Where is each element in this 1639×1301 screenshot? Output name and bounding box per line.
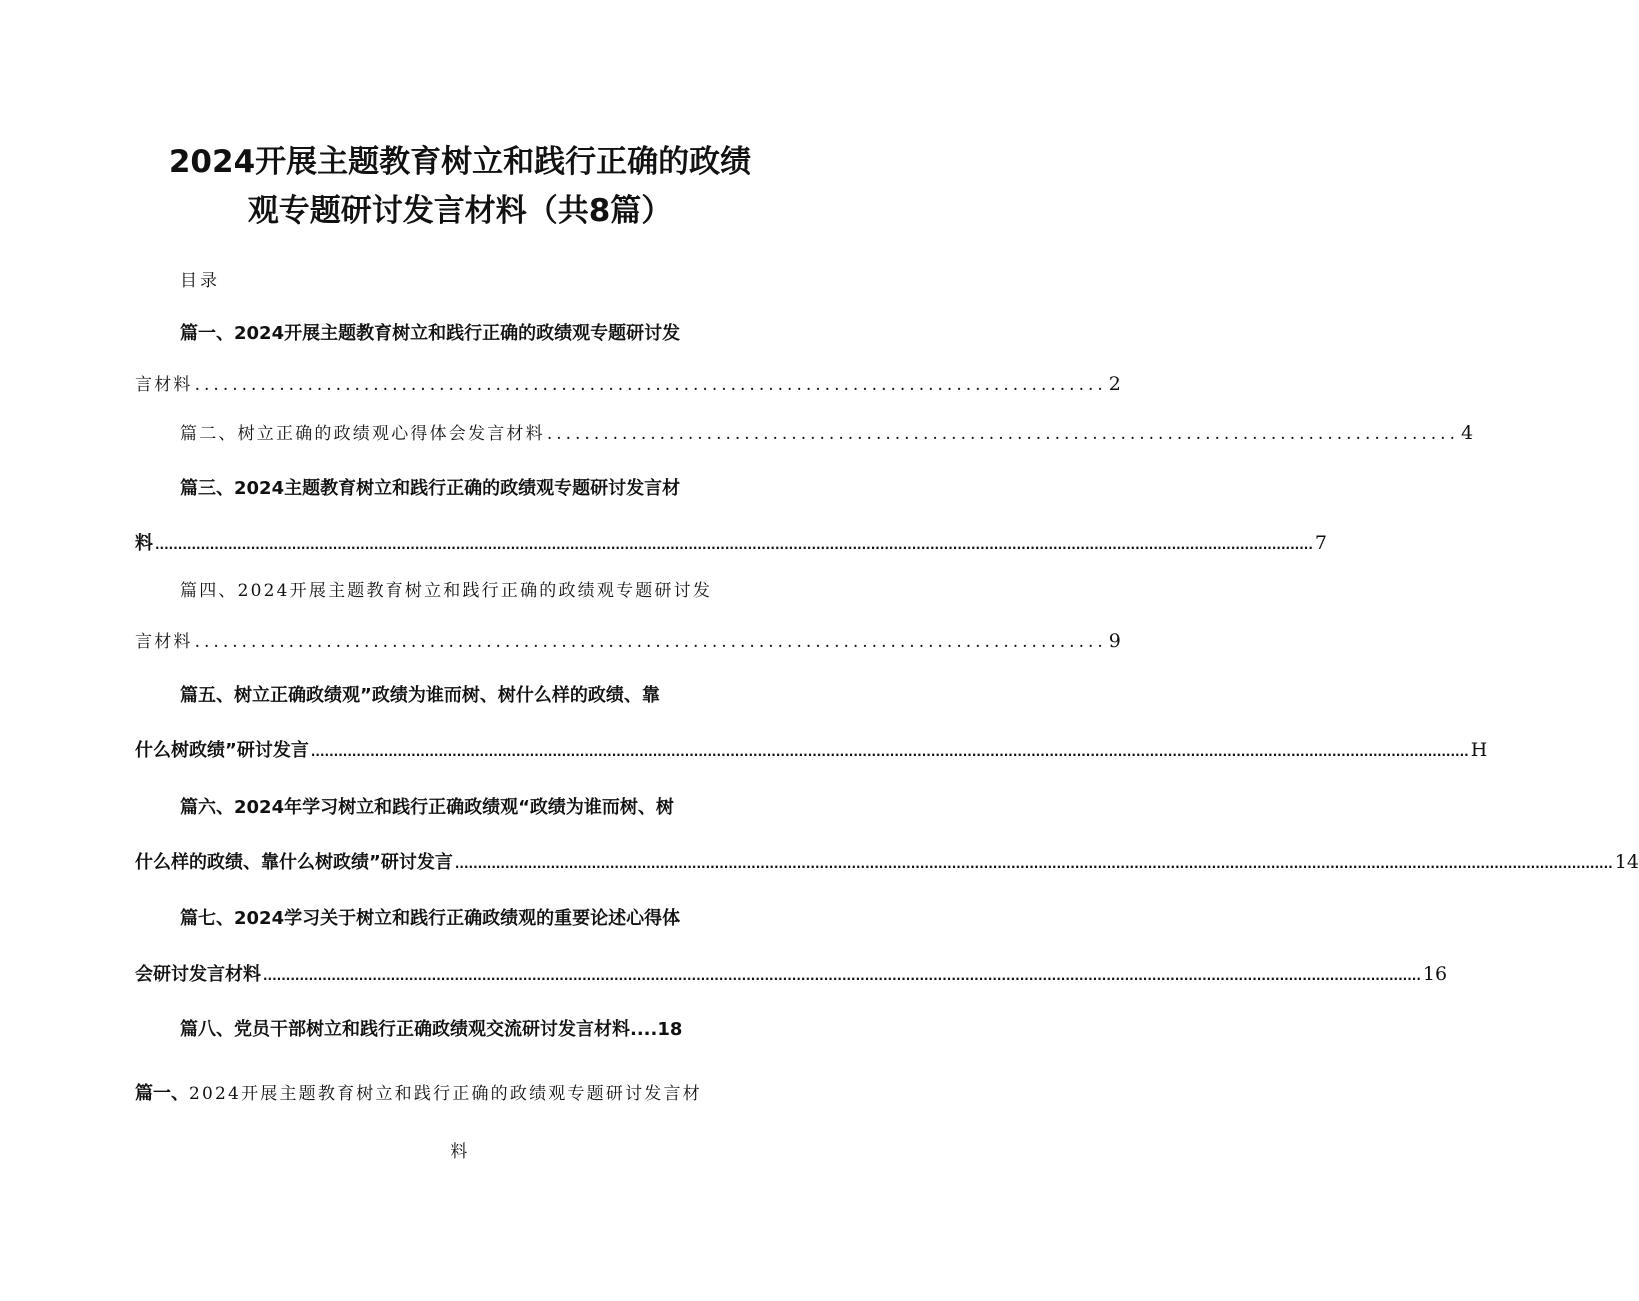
section-heading-text: 2024开展主题教育树立和践行正确的政绩观专题研讨发言材 xyxy=(189,1084,702,1104)
toc-entry-4-page: 9 xyxy=(1108,630,1124,652)
toc-entry-3-line-1[interactable] xyxy=(180,477,740,501)
toc-entry-3-page: 7 xyxy=(1314,532,1327,554)
toc-entry-4-text-cont: 言材料 xyxy=(135,632,193,652)
section-heading xyxy=(135,1082,775,1106)
toc-entry-3-line-2[interactable] xyxy=(135,531,1327,557)
toc-entry-2-text: 篇二、树立正确的政绩观心得体会发言材料 xyxy=(180,424,545,444)
toc-entry-2-page: 4 xyxy=(1460,422,1476,444)
toc-leader-dots: ................................................................................................. xyxy=(194,632,1107,652)
toc-entry-6-text: 篇六、2024年学习树立和践行正确政绩观“政绩为谁而树、树 xyxy=(180,797,674,818)
toc-leader-dots: ................................................................................................. xyxy=(194,375,1107,395)
toc-entry-7-text-cont: 会研讨发言材料 xyxy=(135,964,261,985)
toc-leader-dots: .............................................................................................................................................................................................................................................................. xyxy=(263,969,1421,983)
toc-entry-2[interactable] xyxy=(180,421,1476,446)
toc-entry-5-text: 篇五、树立正确政绩观”政绩为谁而树、树什么样的政绩、靠 xyxy=(180,685,660,706)
section-heading-prefix: 篇一、 xyxy=(135,1083,189,1104)
toc-entry-1-page: 2 xyxy=(1108,373,1124,395)
toc-entry-3-text-cont: 料 xyxy=(135,533,153,554)
toc-entry-4-line-1[interactable] xyxy=(180,579,740,603)
toc-leader-dots: .............................................................................................................................................................................................................................................................. xyxy=(310,745,1469,759)
toc-leader-dots: .............................................................................................................................................................................................................................................................. xyxy=(155,538,1313,552)
document-title-line-2: 观专题研讨发言材料（共8篇） xyxy=(247,193,673,229)
toc-entry-7-line-2[interactable] xyxy=(135,962,1448,988)
toc-entry-6-line-2[interactable] xyxy=(135,850,1639,876)
toc-entry-3-text: 篇三、2024主题教育树立和践行正确的政绩观专题研讨发言材 xyxy=(180,478,681,499)
section-heading-tail: 料 xyxy=(450,1142,470,1162)
toc-entry-7-page: 16 xyxy=(1422,963,1448,985)
toc-entry-6-page: 14 xyxy=(1614,851,1639,873)
toc-entry-6-text-cont: 什么样的政绩、靠什么树政绩”研讨发言 xyxy=(135,852,453,873)
toc-leader-dots: ................................................................................................. xyxy=(546,424,1459,444)
toc-leader-dots: .............................................................................................................................................................................................................................................................. xyxy=(454,857,1613,871)
toc-entry-5-line-2[interactable] xyxy=(135,738,1488,764)
toc-entry-8-text: 篇八、党员干部树立和践行正确政绩观交流研讨发言材料....18 xyxy=(180,1019,683,1040)
toc-label: 目录 xyxy=(180,271,220,291)
toc-entry-1-text: 篇一、2024开展主题教育树立和践行正确的政绩观专题研讨发 xyxy=(180,323,681,344)
toc-entry-7-line-1[interactable] xyxy=(180,907,740,931)
toc-entry-4-line-2[interactable] xyxy=(135,629,1124,654)
toc-entry-1-text-cont: 言材料 xyxy=(135,375,193,395)
toc-entry-1-line-2[interactable] xyxy=(135,372,1124,397)
toc-entry-7-text: 篇七、2024学习关于树立和践行正确政绩观的重要论述心得体 xyxy=(180,908,681,929)
toc-entry-6-line-1[interactable] xyxy=(180,796,740,820)
toc-entry-5-page: H xyxy=(1470,739,1488,761)
document-title-line-1: 2024开展主题教育树立和践行正确的政绩 xyxy=(168,144,752,180)
toc-entry-1-line-1[interactable] xyxy=(180,322,740,346)
toc-entry-4-text: 篇四、2024开展主题教育树立和践行正确的政绩观专题研讨发 xyxy=(180,581,713,601)
toc-entry-5-line-1[interactable] xyxy=(180,684,740,708)
toc-entry-8[interactable] xyxy=(180,1018,780,1042)
toc-entry-5-text-cont: 什么树政绩”研讨发言 xyxy=(135,740,309,761)
